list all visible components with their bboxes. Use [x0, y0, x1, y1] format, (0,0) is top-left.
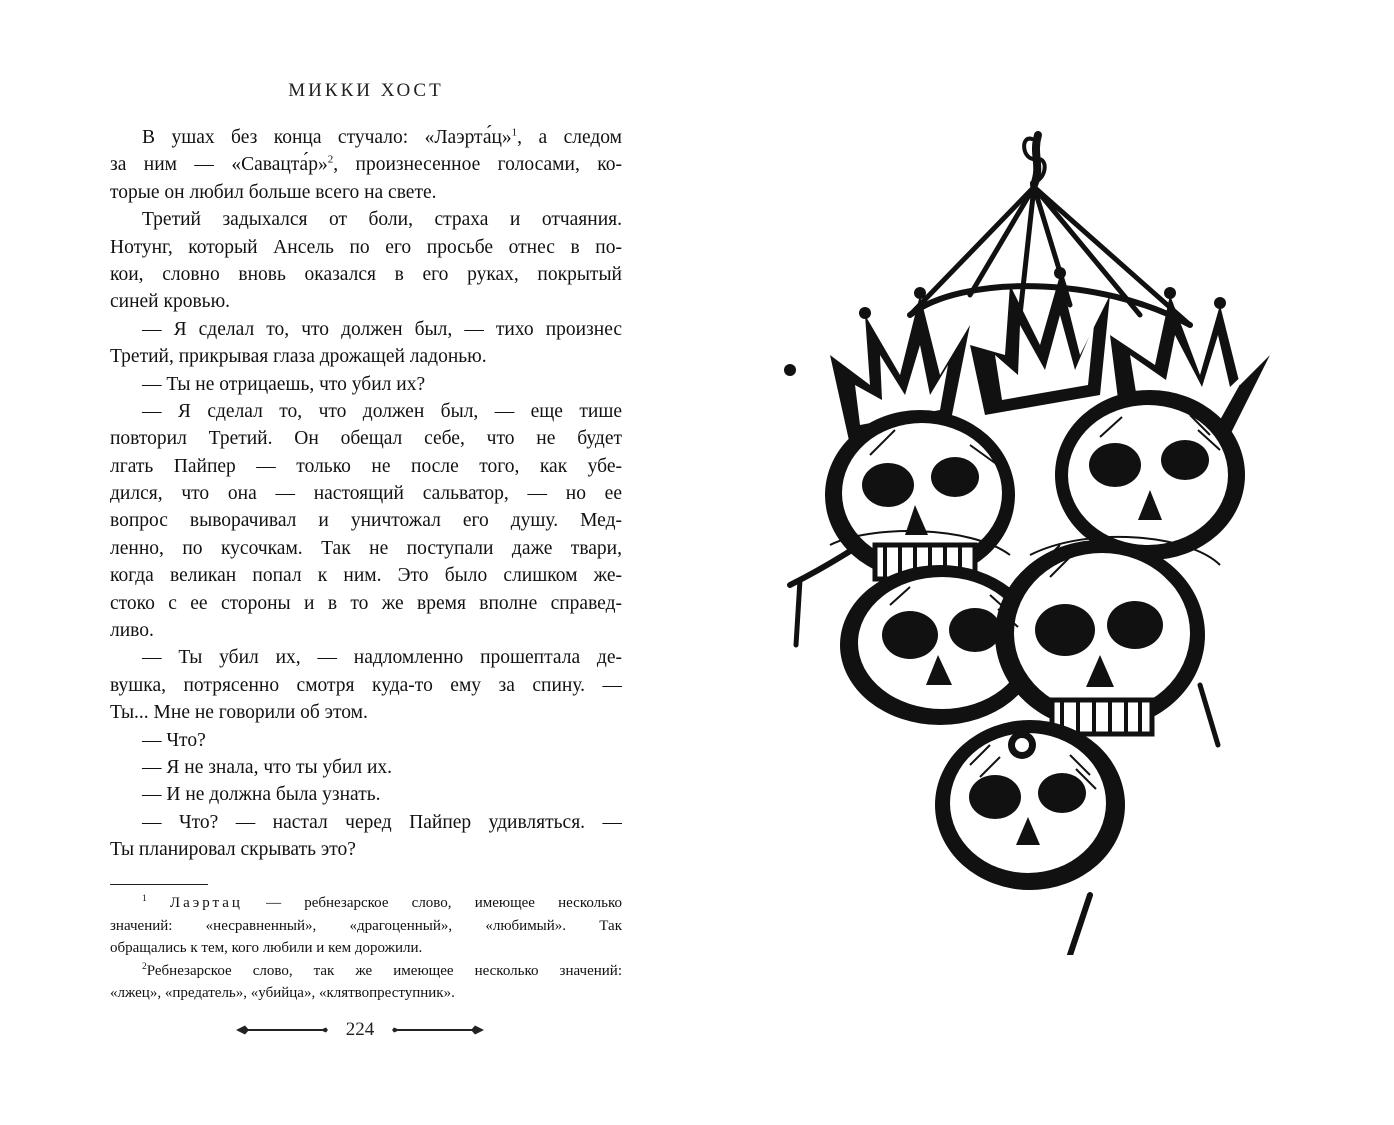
paragraph-line	[110, 644, 622, 671]
footnote-marker: 2	[142, 961, 147, 972]
paragraph-line	[110, 288, 622, 315]
text-run: вопрос выворачивал и уничтожал его душу. Мед-	[110, 510, 622, 532]
text-run: кои, словно вновь оказался в его руках, покрытый	[110, 263, 622, 285]
text-run: синей кровью.	[110, 291, 231, 313]
text-run: значений: «несравненный», «драгоценный», «любимый». Так	[110, 917, 622, 934]
text-run: повторил Третий. Он обещал себе, что не будет	[110, 428, 622, 450]
text-run: Третий, прикрывая глаза дрожащей ладонью.	[110, 346, 487, 368]
text-run: лгать Пайпер — только не после того, как убе-	[110, 455, 622, 477]
paragraph-line	[110, 480, 622, 507]
paragraph-line	[110, 699, 622, 726]
paragraph-line	[110, 590, 622, 617]
footnote-line	[110, 915, 622, 938]
paragraph-line	[110, 781, 622, 808]
text-run: — Что? — настал черед Пайпер удивляться. —	[142, 811, 622, 833]
text-run: — ребнезарское слово, имеющее несколько	[242, 895, 622, 911]
footnote-marker: 1	[142, 894, 147, 904]
paragraph-line	[110, 425, 622, 452]
text-run: ленно, по кусочкам. Так не поступали даже твари,	[110, 537, 622, 559]
right-ornament-icon	[392, 1024, 484, 1036]
page-number: 224	[345, 1019, 375, 1040]
paragraph-line	[110, 453, 622, 480]
paragraph-line	[110, 617, 622, 644]
footnote-line	[110, 937, 622, 960]
paragraph-line	[110, 124, 622, 151]
paragraph-line	[110, 727, 622, 754]
footnote-line	[110, 960, 622, 983]
paragraph-line	[110, 507, 622, 534]
paragraph-line	[110, 234, 622, 261]
text-run: В ушах без конца стучало: «Лаэрта́ц»	[142, 127, 512, 148]
text-run: дился, что она — настоящий сальватор, — но ее	[110, 483, 622, 505]
paragraph-line	[110, 535, 622, 562]
text-run: — И не должна была узнать.	[142, 784, 381, 806]
paragraph-line	[110, 316, 622, 343]
text-run	[147, 895, 170, 911]
text-run: — Ты не отрицаешь, что убил их?	[142, 373, 426, 395]
text-run: «лжец», «предатель», «убийца», «клятвопреступник».	[110, 985, 455, 1002]
crowned-skulls-illustration	[770, 125, 1280, 955]
footnote-rule	[110, 884, 208, 885]
paragraph-line	[110, 672, 622, 699]
text-run: Третий задыхался от боли, страха и отчаяния.	[142, 209, 622, 231]
text-run: Лаэртац	[169, 895, 243, 911]
paragraph-line	[110, 371, 622, 398]
paragraph-line	[110, 179, 622, 206]
body-text	[110, 124, 622, 864]
text-run: — Я сделал то, что должен был, — еще тише	[142, 400, 622, 422]
footnote-line	[110, 892, 622, 915]
text-run: за ним — «Савацта́р»	[110, 154, 328, 176]
paragraph-line	[110, 151, 622, 178]
text-run: , произнесенное голосами, ко-	[333, 154, 622, 176]
text-run: Ты... Мне не говорили об этом.	[110, 702, 368, 724]
paragraph-line	[110, 809, 622, 836]
footnote-marker: 1	[511, 126, 518, 139]
text-run: Ребнезарское слово, так же имеющее несколько значений:	[146, 962, 622, 979]
running-head: МИККИ ХОСТ	[288, 80, 444, 101]
text-run: — Я не знала, что ты убил их.	[142, 756, 393, 778]
paragraph-line	[110, 398, 622, 425]
text-run: стоко с ее стороны и в то же время вполне справед-	[110, 592, 622, 614]
text-run: Нотунг, который Ансель по его просьбе отнес в по-	[110, 236, 622, 258]
text-run: — Что?	[142, 729, 206, 751]
paragraph-line	[110, 261, 622, 288]
text-run: вушка, потрясенно смотря куда-то ему за спину. —	[110, 674, 622, 696]
paragraph-line	[110, 836, 622, 863]
text-run: торые он любил больше всего на свете.	[110, 181, 437, 203]
text-run: — Ты убил их, — надломленно прошептала де-	[142, 647, 622, 669]
paragraph-line	[110, 343, 622, 370]
text-run: ливо.	[110, 620, 154, 642]
text-run: , а следом	[517, 127, 622, 148]
paragraph-line	[110, 206, 622, 233]
paragraph-line	[110, 562, 622, 589]
paragraph-line	[110, 754, 622, 781]
footnotes	[110, 892, 622, 1005]
text-run: когда великан попал к ним. Это было слишком же-	[110, 565, 622, 587]
text-run: — Я сделал то, что должен был, — тихо произнес	[142, 318, 622, 340]
page-folio	[236, 1017, 484, 1043]
text-run: обращались к тем, кого любили и кем дорожили.	[110, 940, 423, 957]
footnote-marker: 2	[327, 153, 334, 166]
text-run: Ты планировал скрывать это?	[110, 839, 356, 861]
footnote-line	[110, 982, 622, 1005]
